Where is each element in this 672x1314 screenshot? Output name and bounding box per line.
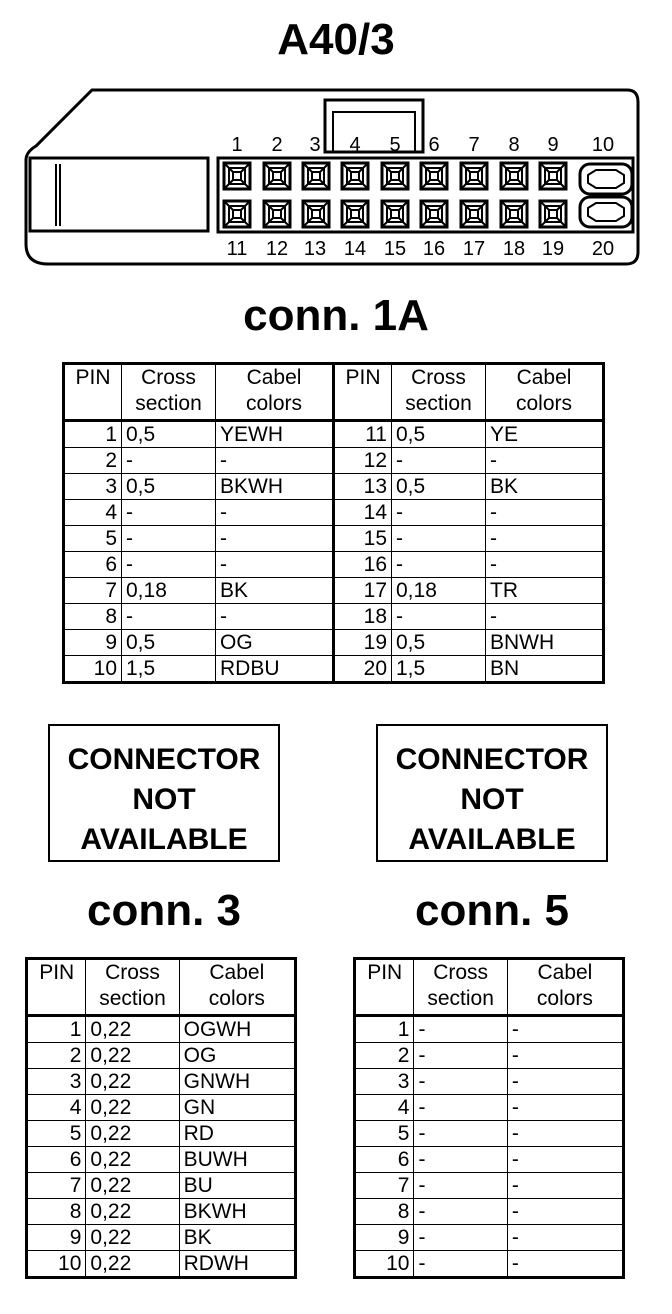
cable-color-cell: - [507, 1225, 623, 1251]
pin-number-label: 15 [383, 238, 407, 260]
pin-cell: 10 [64, 656, 122, 683]
table-row [355, 1147, 624, 1173]
table-row [27, 1225, 296, 1251]
cable-color-cell: RD [179, 1121, 295, 1147]
cross-section-cell: 0,22 [86, 1199, 179, 1225]
table-row [27, 1043, 296, 1069]
cross-section-cell: 0,18 [392, 578, 486, 604]
pin-cell: 2 [27, 1043, 86, 1069]
cross-section-cell: 0,22 [86, 1095, 179, 1121]
pin-socket-large [580, 164, 632, 194]
table-row [27, 1121, 296, 1147]
pin-socket [540, 163, 566, 189]
cross-section-header: Cross section [414, 959, 507, 1016]
table-row [64, 578, 604, 604]
pin-cell: 3 [355, 1069, 414, 1095]
table-row [355, 1043, 624, 1069]
table-row [27, 1199, 296, 1225]
cable-color-cell: RDBU [216, 656, 334, 683]
conn1a-title: conn. 1A [243, 291, 429, 340]
pin-socket [224, 163, 250, 189]
table-row [64, 552, 604, 578]
cross-section-cell: - [122, 604, 216, 630]
cable-color-cell: - [486, 448, 604, 474]
pin-number-label: 5 [389, 134, 401, 156]
table-row [355, 1069, 624, 1095]
pin-cell: 16 [334, 552, 392, 578]
table-row [64, 474, 604, 500]
cable-color-cell: BNWH [486, 630, 604, 656]
cable-color-cell: GN [179, 1095, 295, 1121]
table-row [64, 604, 604, 630]
cable-color-cell: - [507, 1199, 623, 1225]
cross-section-cell: - [392, 526, 486, 552]
pin-number-label: 2 [271, 134, 283, 156]
pin-number-label: 8 [508, 134, 520, 156]
cable-color-cell: - [507, 1069, 623, 1095]
table-row [355, 1173, 624, 1199]
cable-color-cell: YEWH [216, 421, 334, 448]
pin-cell: 5 [64, 526, 122, 552]
pin-socket [382, 201, 408, 227]
cable-color-cell: - [216, 552, 334, 578]
cross-section-cell: - [392, 552, 486, 578]
cross-section-cell: 0,5 [392, 421, 486, 448]
cable-color-cell: - [507, 1095, 623, 1121]
pin-cell: 4 [64, 500, 122, 526]
pin-socket [224, 201, 250, 227]
cross-section-cell: 0,22 [86, 1173, 179, 1199]
cabel-colors-header: Cabel colors [216, 364, 334, 421]
pin-socket [421, 163, 447, 189]
cable-color-cell: BU [179, 1173, 295, 1199]
cable-color-cell: - [486, 500, 604, 526]
conn5-table [353, 957, 625, 1279]
table-row [64, 448, 604, 474]
pin-header: PIN [64, 364, 122, 421]
pin-cell: 20 [334, 656, 392, 683]
cable-color-cell: - [507, 1043, 623, 1069]
cross-section-cell: - [414, 1121, 507, 1147]
pin-number-label: 4 [349, 134, 361, 156]
cable-color-cell: BN [486, 656, 604, 683]
cable-color-cell: - [486, 604, 604, 630]
pin-cell: 9 [355, 1225, 414, 1251]
pin-cell: 11 [334, 421, 392, 448]
table-row [64, 421, 604, 448]
pin-socket [461, 201, 487, 227]
pin-cell: 2 [64, 448, 122, 474]
pin-cell: 2 [355, 1043, 414, 1069]
pin-cell: 10 [27, 1251, 86, 1278]
cable-color-cell: - [507, 1016, 623, 1043]
cross-section-header: Cross section [122, 364, 216, 421]
pin-cell: 19 [334, 630, 392, 656]
pin-cell: 1 [27, 1016, 86, 1043]
cross-section-cell: 0,22 [86, 1016, 179, 1043]
cable-color-cell: BKWH [179, 1199, 295, 1225]
pin-cell: 6 [64, 552, 122, 578]
pin-number-label: 14 [343, 238, 367, 260]
cable-color-cell: BUWH [179, 1147, 295, 1173]
table-row [27, 1069, 296, 1095]
cable-color-cell: - [216, 526, 334, 552]
pin-number-label: 3 [309, 134, 321, 156]
cable-color-cell: OGWH [179, 1016, 295, 1043]
cross-section-cell: - [414, 1147, 507, 1173]
cable-color-cell: - [507, 1121, 623, 1147]
cross-section-cell: 0,22 [86, 1043, 179, 1069]
pin-cell: 9 [27, 1225, 86, 1251]
pin-number-label: 19 [541, 238, 565, 260]
pin-cell: 18 [334, 604, 392, 630]
pin-number-label: 1 [231, 134, 243, 156]
table-row [355, 1121, 624, 1147]
pin-socket [501, 201, 527, 227]
cable-color-cell: BKWH [216, 474, 334, 500]
cross-section-cell: - [414, 1095, 507, 1121]
pin-cell: 3 [64, 474, 122, 500]
table-header-row [355, 959, 624, 1016]
table-row [64, 526, 604, 552]
cable-color-cell: - [507, 1147, 623, 1173]
pin-socket [303, 163, 329, 189]
pin-cell: 1 [64, 421, 122, 448]
pin-cell: 13 [334, 474, 392, 500]
pin-socket [303, 201, 329, 227]
pin-cell: 9 [64, 630, 122, 656]
table-row [64, 630, 604, 656]
page-title: A40/3 [277, 15, 395, 64]
cross-section-header: Cross section [392, 364, 486, 421]
cross-section-cell: 0,22 [86, 1251, 179, 1278]
pin-cell: 7 [27, 1173, 86, 1199]
cross-section-cell: 0,22 [86, 1121, 179, 1147]
cross-section-cell: 0,5 [122, 630, 216, 656]
cross-section-cell: 0,22 [86, 1225, 179, 1251]
pin-socket [382, 163, 408, 189]
table-row [64, 656, 604, 683]
cable-color-cell: - [507, 1173, 623, 1199]
pin-number-label: 7 [468, 134, 480, 156]
pin-cell: 6 [355, 1147, 414, 1173]
pin-cell: 14 [334, 500, 392, 526]
pin-number-label: 20 [591, 238, 615, 260]
cross-section-cell: - [122, 526, 216, 552]
pin-number-label: 18 [502, 238, 526, 260]
pin-cell: 7 [64, 578, 122, 604]
cable-color-cell: YE [486, 421, 604, 448]
cross-section-cell: - [414, 1251, 507, 1278]
cable-color-cell: - [486, 552, 604, 578]
cross-section-cell: - [392, 500, 486, 526]
pin-cell: 15 [334, 526, 392, 552]
not-available-box: CONNECTOR NOT AVAILABLE [376, 724, 608, 862]
pin-cell: 10 [355, 1251, 414, 1278]
pin-cell: 7 [355, 1173, 414, 1199]
pin-number-label: 17 [462, 238, 486, 260]
cross-section-cell: 1,5 [392, 656, 486, 683]
pin-socket [540, 201, 566, 227]
cross-section-cell: 0,5 [122, 474, 216, 500]
pin-socket-large [580, 197, 632, 227]
pin-cell: 12 [334, 448, 392, 474]
table-header-row [64, 364, 604, 421]
cable-color-cell: BK [179, 1225, 295, 1251]
pin-cell: 5 [355, 1121, 414, 1147]
cross-section-cell: 0,18 [122, 578, 216, 604]
pin-cell: 8 [64, 604, 122, 630]
pin-number-label: 10 [591, 134, 615, 156]
cross-section-cell: - [122, 552, 216, 578]
pin-cell: 3 [27, 1069, 86, 1095]
cable-color-cell: OG [179, 1043, 295, 1069]
key-tab [325, 100, 423, 152]
cable-color-cell: - [216, 448, 334, 474]
pin-cell: 8 [27, 1199, 86, 1225]
pin-number-label: 9 [547, 134, 559, 156]
pin-header: PIN [27, 959, 86, 1016]
cross-section-cell: - [414, 1043, 507, 1069]
cable-color-cell: - [486, 526, 604, 552]
pin-cell: 4 [27, 1095, 86, 1121]
cross-section-cell: - [122, 500, 216, 526]
pin-number-label: 16 [422, 238, 446, 260]
pin-socket [501, 163, 527, 189]
pin-cell: 8 [355, 1199, 414, 1225]
table-row [27, 1095, 296, 1121]
cross-section-cell: - [414, 1225, 507, 1251]
pin-cell: 6 [27, 1147, 86, 1173]
cabel-colors-header: Cabel colors [507, 959, 623, 1016]
conn3-title: conn. 3 [86, 886, 242, 935]
cross-section-cell: - [414, 1199, 507, 1225]
cross-section-cell: 0,22 [86, 1069, 179, 1095]
cable-color-cell: OG [216, 630, 334, 656]
pin-header: PIN [355, 959, 414, 1016]
conn5-title: conn. 5 [414, 886, 570, 935]
connector-diagram [0, 0, 672, 280]
pin-header: PIN [334, 364, 392, 421]
table-row [355, 1199, 624, 1225]
pin-cell: 1 [355, 1016, 414, 1043]
cross-section-cell: - [122, 448, 216, 474]
pin-cell: 4 [355, 1095, 414, 1121]
cross-section-cell: 0,5 [392, 630, 486, 656]
cable-color-cell: GNWH [179, 1069, 295, 1095]
table-row [27, 1147, 296, 1173]
cross-section-cell: - [392, 448, 486, 474]
cable-color-cell: - [507, 1251, 623, 1278]
table-header-row [27, 959, 296, 1016]
table-row [355, 1095, 624, 1121]
pin-socket [342, 201, 368, 227]
conn3-table [25, 957, 297, 1279]
cross-section-cell: 1,5 [122, 656, 216, 683]
cabel-colors-header: Cabel colors [486, 364, 604, 421]
table-row [27, 1016, 296, 1043]
conn1a-table [62, 362, 605, 684]
pin-socket [461, 163, 487, 189]
table-row [355, 1225, 624, 1251]
pin-cell: 17 [334, 578, 392, 604]
pin-socket [421, 201, 447, 227]
pin-socket [264, 163, 290, 189]
cabel-colors-header: Cabel colors [179, 959, 295, 1016]
pin-number-label: 12 [265, 238, 289, 260]
cross-section-cell: - [414, 1016, 507, 1043]
cross-section-cell: 0,5 [392, 474, 486, 500]
pin-socket [264, 201, 290, 227]
cable-color-cell: - [216, 500, 334, 526]
not-available-box: CONNECTOR NOT AVAILABLE [48, 724, 280, 862]
pin-number-label: 13 [303, 238, 327, 260]
table-row [64, 500, 604, 526]
pin-cell: 5 [27, 1121, 86, 1147]
table-row [27, 1251, 296, 1278]
table-row [355, 1251, 624, 1278]
pin-number-label: 6 [428, 134, 440, 156]
table-row [27, 1173, 296, 1199]
cable-color-cell: TR [486, 578, 604, 604]
cable-color-cell: BK [486, 474, 604, 500]
cross-section-cell: - [414, 1069, 507, 1095]
cross-section-cell: - [392, 604, 486, 630]
cross-section-cell: 0,5 [122, 421, 216, 448]
pin-number-label: 11 [226, 238, 248, 260]
cable-color-cell: - [216, 604, 334, 630]
cable-color-cell: RDWH [179, 1251, 295, 1278]
cross-section-cell: 0,22 [86, 1147, 179, 1173]
cross-section-cell: - [414, 1173, 507, 1199]
pin-socket [342, 163, 368, 189]
cross-section-header: Cross section [86, 959, 179, 1016]
cable-color-cell: BK [216, 578, 334, 604]
table-row [355, 1016, 624, 1043]
